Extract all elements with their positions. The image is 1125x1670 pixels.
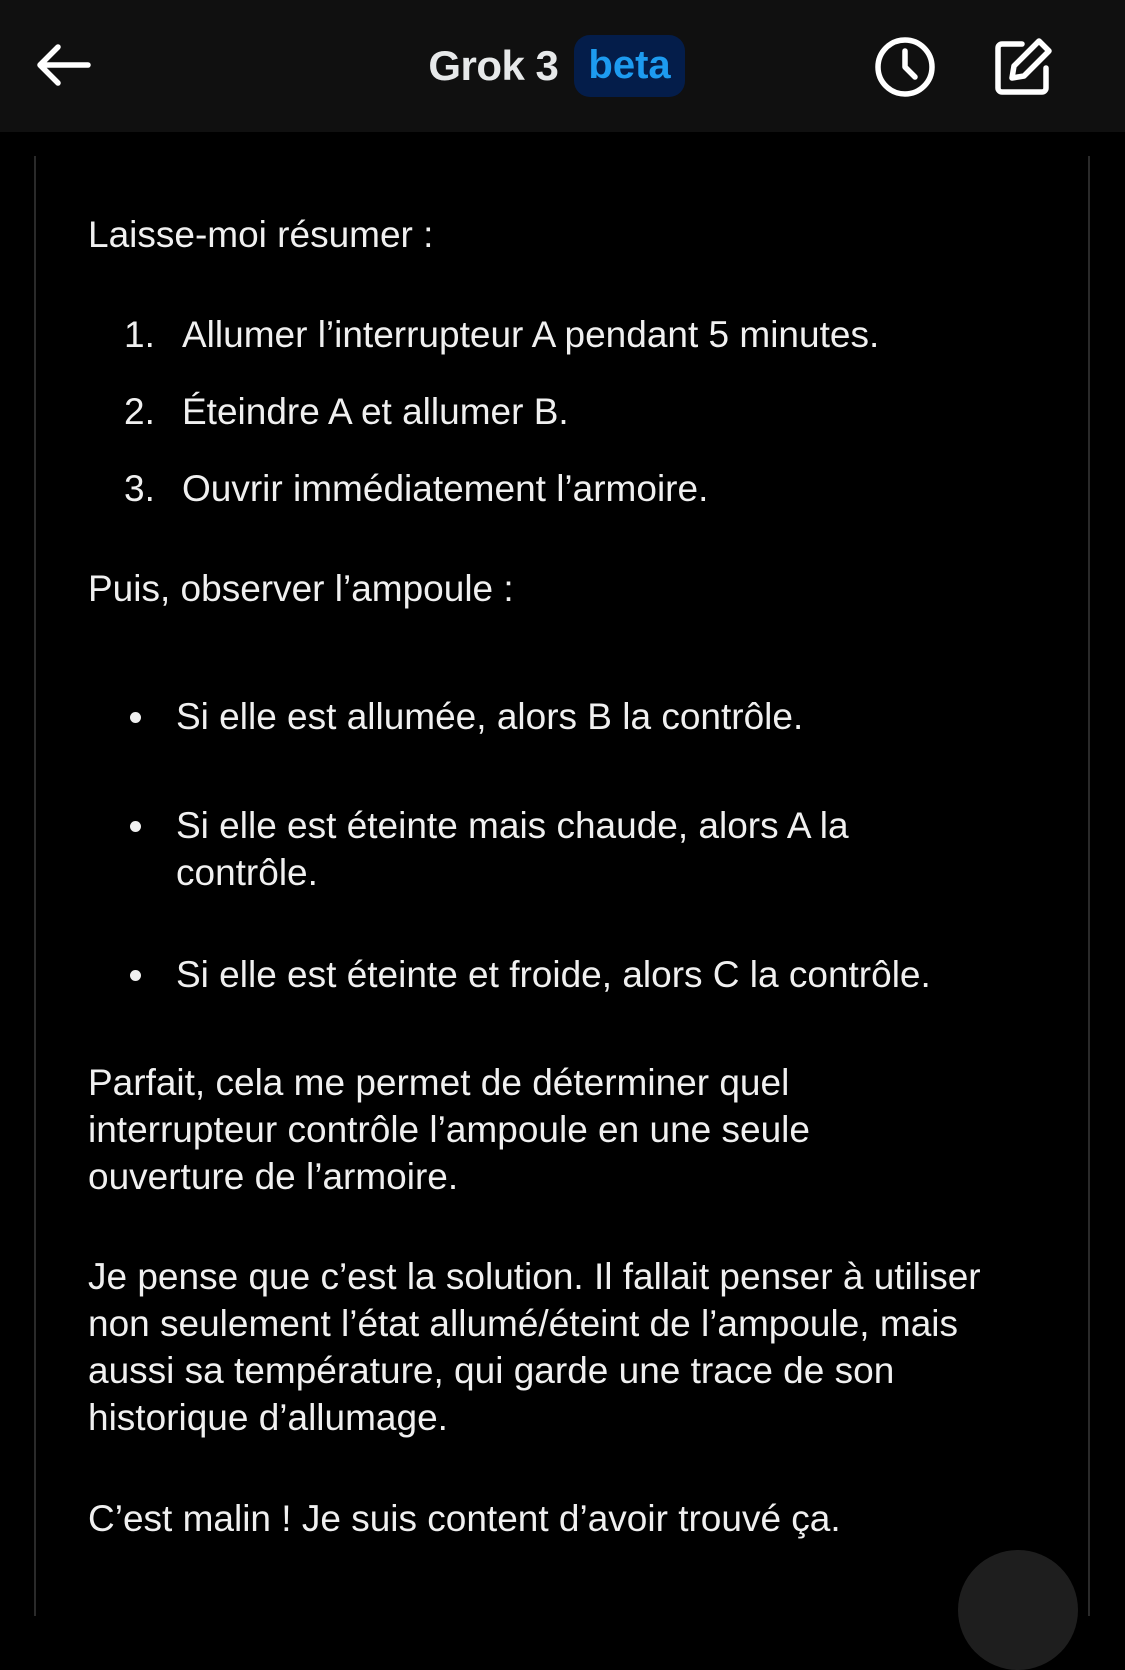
paragraph: C’est malin ! Je suis content d’avoir trouvé ça. xyxy=(88,1498,841,1539)
bullet-icon xyxy=(130,970,141,981)
beta-badge: beta xyxy=(574,35,684,97)
new-chat-button[interactable] xyxy=(990,34,1056,100)
observe-text: Puis, observer l’ampoule : xyxy=(88,568,514,609)
title-area xyxy=(0,34,1125,98)
list-text: Éteindre A et allumer B. xyxy=(182,391,569,432)
intro-text: Laisse-moi résumer : xyxy=(88,214,434,255)
history-button[interactable] xyxy=(872,34,938,100)
back-button[interactable] xyxy=(28,30,98,100)
list-text: Si elle est allumée, alors B la contrôle. xyxy=(176,696,804,737)
arrow-left-icon xyxy=(34,43,92,87)
list-text: Si elle est éteinte mais chaude, alors A la contrôle. xyxy=(176,805,849,893)
scroll-down-button[interactable] xyxy=(958,1550,1078,1670)
paragraph: Je pense que c’est la solution. Il fallait penser à utiliser non seulement l’état allumé/éteint de l’ampoule, mais aussi sa température, qui garde une trace de son historique d’allumage. xyxy=(88,1256,981,1438)
compose-icon xyxy=(992,36,1054,98)
list-text: Ouvrir immédiatement l’armoire. xyxy=(182,468,709,509)
top-bar xyxy=(0,0,1125,132)
list-text: Allumer l’interrupteur A pendant 5 minutes. xyxy=(182,314,880,355)
list-number: 3. xyxy=(124,468,155,509)
paragraph: Parfait, cela me permet de déterminer quel interrupteur contrôle l’ampoule en une seule ouverture de l’armoire. xyxy=(88,1062,810,1197)
list-number: 2. xyxy=(124,391,155,432)
bullet-icon xyxy=(130,821,141,832)
list-number: 1. xyxy=(124,314,155,355)
list-text: Si elle est éteinte et froide, alors C la contrôle. xyxy=(176,954,931,995)
page-title: Grok 3 xyxy=(428,42,559,89)
bullet-icon xyxy=(130,712,141,723)
clock-icon xyxy=(874,36,936,98)
